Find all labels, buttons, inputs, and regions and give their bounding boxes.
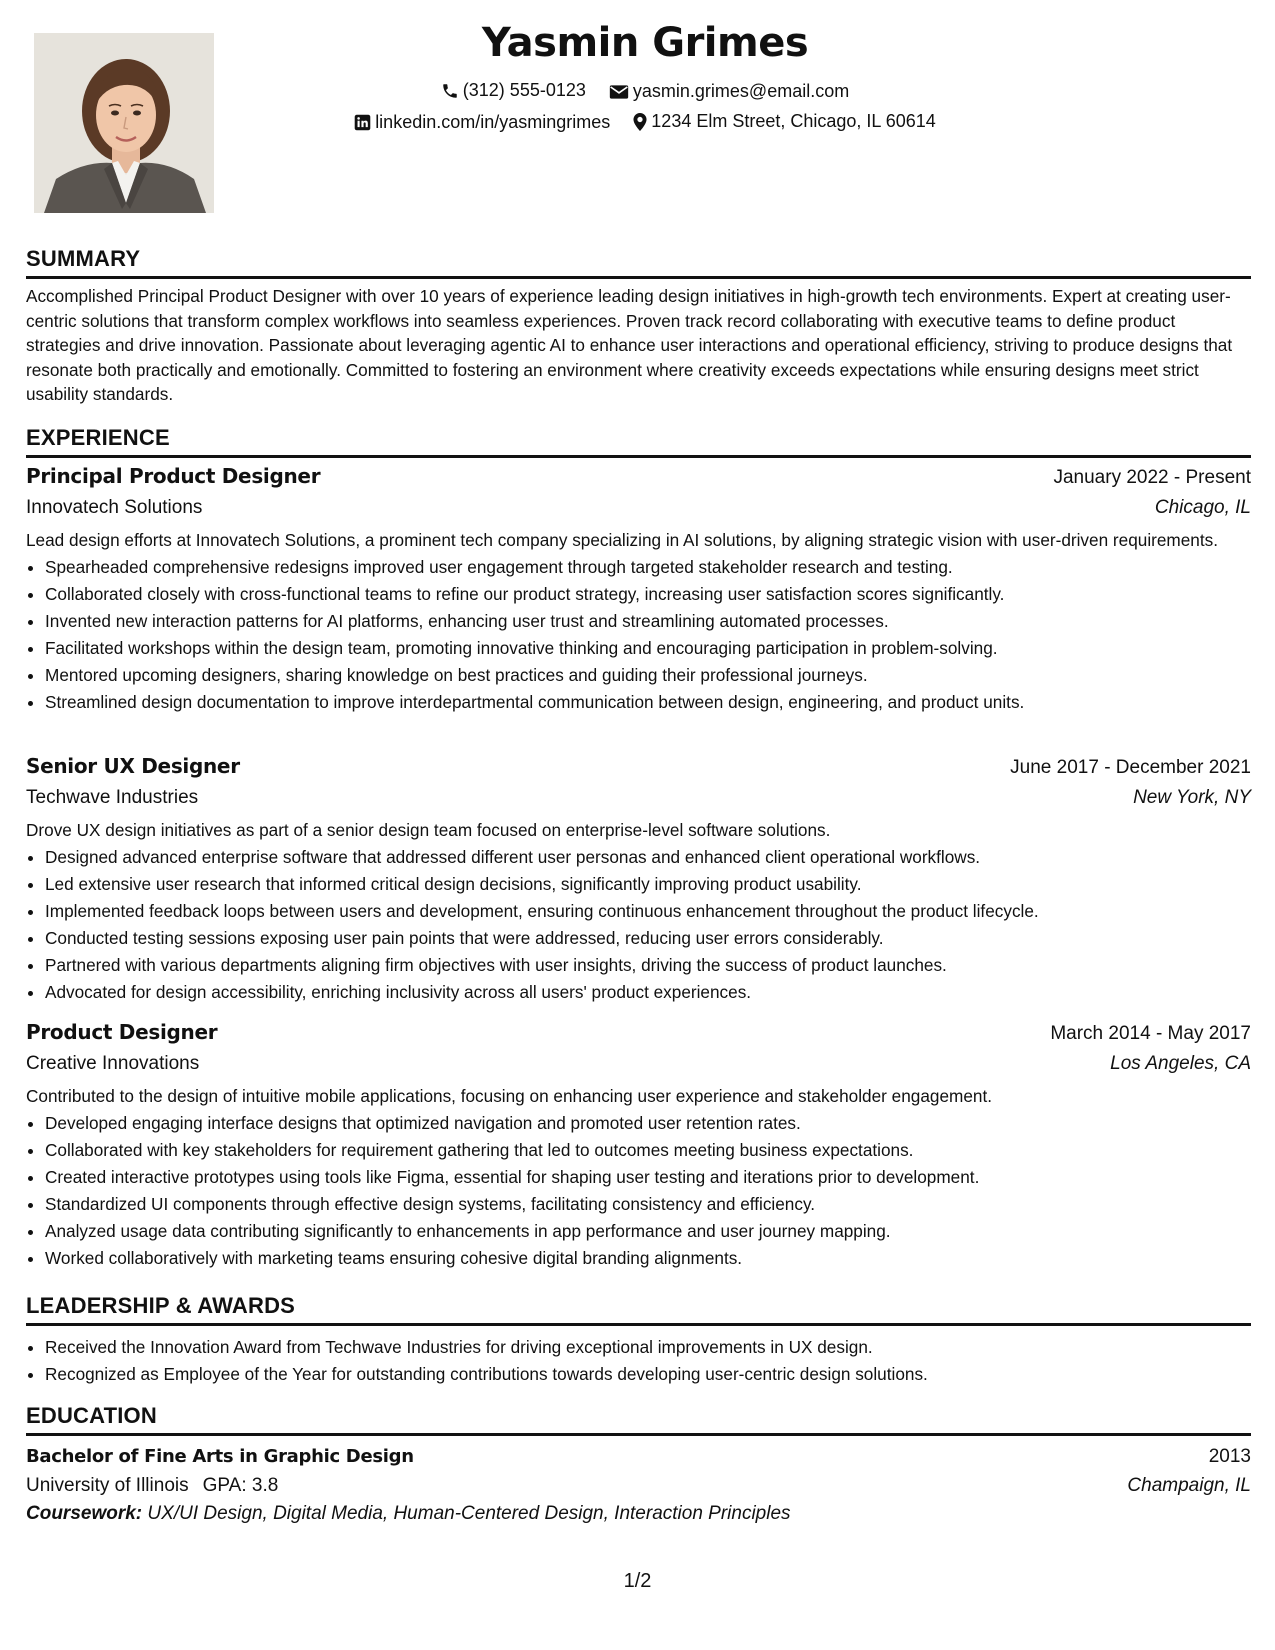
list-item: • Received the Innovation Award from Techwave Industries for driving exceptional improvements in UX design. [45, 1334, 1251, 1361]
address-text: 1234 Elm Street, Chicago, IL 60614 [651, 111, 936, 131]
job-company: Creative Innovations [26, 1053, 200, 1074]
email-contact[interactable] [609, 81, 849, 102]
job-entry-3 [26, 1020, 1251, 1272]
summary-text: Accomplished Principal Product Designer with over 10 years of experience leading design initiatives in high-growth tech environments. Expert at creating user-centric solutions that transform complex workflows into seamless experiences. Proven track record collaborating with executive teams to define product strategies and drive innovation. Passionate about leveraging agentic AI to enhance user interactions and operational efficiency, striving to produce designs that resonate both practically and emotionally. Committed to fostering an environment where creativity exceeds expectations while ensuring designs meet strict usability standards. [26, 286, 1233, 404]
section-title-experience: EXPERIENCE [26, 425, 1251, 458]
map-pin-icon [633, 113, 647, 131]
job-title: Product Designer [26, 1020, 218, 1044]
phone-text: (312) 555-0123 [462, 80, 586, 100]
job-dates: June 2017 - December 2021 [1010, 757, 1251, 778]
candidate-name: Yasmin Grimes [481, 20, 809, 66]
job-entry-1 [26, 464, 1251, 716]
phone-icon [441, 82, 459, 100]
list-item: • Mentored upcoming designers, sharing knowledge on best practices and guiding their professional journeys. [45, 662, 1251, 689]
list-item: • Facilitated workshops within the design team, promoting innovative thinking and encouraging participation in problem-solving. [45, 635, 1251, 662]
list-item: • Collaborated with key stakeholders for requirement gathering that led to outcomes meeting business expectations. [45, 1137, 1251, 1164]
education-school: University of Illinois [26, 1475, 189, 1496]
section-title-leadership: LEADERSHIP & AWARDS [26, 1293, 1251, 1326]
job-company: Innovatech Solutions [26, 497, 203, 518]
experience-section [26, 425, 1251, 458]
list-item: • Created interactive prototypes using tools like Figma, essential for shaping user testing and iterations prior to development. [45, 1164, 1251, 1191]
job-bullet-list [26, 844, 1251, 1006]
education-section [26, 1403, 1251, 1525]
phone-contact[interactable] [441, 80, 586, 101]
coursework-text: UX/UI Design, Digital Media, Human-Centered Design, Interaction Principles [147, 1503, 791, 1524]
job-title: Senior UX Designer [26, 754, 240, 778]
job-entry-2 [26, 754, 1251, 1006]
job-location: Chicago, IL [1154, 497, 1251, 518]
section-title-education: EDUCATION [26, 1403, 1251, 1436]
list-item: • Streamlined design documentation to improve interdepartmental communication between design, engineering, and product units. [45, 689, 1251, 716]
linkedin-icon [354, 114, 371, 131]
summary-section [26, 246, 1251, 407]
email-text: yasmin.grimes@email.com [632, 81, 850, 101]
list-item: • Collaborated closely with cross-functional teams to refine our product strategy, increasing user satisfaction scores significantly. [45, 581, 1251, 608]
list-item: • Invented new interaction patterns for AI platforms, enhancing user trust and streamlining automated processes. [45, 608, 1251, 635]
list-item: • Developed engaging interface designs that optimized navigation and promoted user retention rates. [45, 1110, 1251, 1137]
job-company: Techwave Industries [26, 787, 199, 808]
education-year: 2013 [1208, 1446, 1251, 1467]
job-title: Principal Product Designer [26, 464, 321, 488]
education-gpa: GPA: 3.8 [202, 1475, 279, 1496]
job-bullet-list [26, 554, 1251, 716]
job-location: Los Angeles, CA [1110, 1053, 1251, 1074]
job-description: Drove UX design initiatives as part of a senior design team focused on enterprise-level software solutions. [26, 820, 831, 840]
education-location: Champaign, IL [1127, 1475, 1251, 1496]
list-item: • Advocated for design accessibility, enriching inclusivity across all users' product experiences. [45, 979, 1251, 1006]
list-item: • Recognized as Employee of the Year for outstanding contributions towards developing user-centric design solutions. [45, 1361, 1251, 1388]
list-item: • Led extensive user research that informed critical design decisions, significantly improving product usability. [45, 871, 1251, 898]
job-description: Contributed to the design of intuitive mobile applications, focusing on enhancing user experience and stakeholder engagement. [26, 1086, 992, 1106]
education-degree: Bachelor of Fine Arts in Graphic Design [26, 1446, 414, 1467]
section-title-summary: SUMMARY [26, 246, 1251, 279]
job-description: Lead design efforts at Innovatech Solutions, a prominent tech company specializing in AI solutions, by aligning strategic vision with user-driven requirements. [26, 530, 1219, 550]
list-item: • Standardized UI components through effective design systems, facilitating consistency and efficiency. [45, 1191, 1251, 1218]
list-item: • Partnered with various departments aligning firm objectives with user insights, driving the success of product launches. [45, 952, 1251, 979]
list-item: • Designed advanced enterprise software that addressed different user personas and enhanced client operational workflows. [45, 844, 1251, 871]
list-item: • Analyzed usage data contributing significantly to enhancements in app performance and user journey mapping. [45, 1218, 1251, 1245]
job-dates: March 2014 - May 2017 [1050, 1023, 1251, 1044]
job-bullet-list [26, 1110, 1251, 1272]
envelope-icon [609, 84, 629, 100]
list-item: • Worked collaboratively with marketing teams ensuring cohesive digital branding alignments. [45, 1245, 1251, 1272]
list-item: • Implemented feedback loops between users and development, ensuring continuous enhancement throughout the product lifecycle. [45, 898, 1251, 925]
page-number: 1/2 [623, 1570, 652, 1592]
list-item: • Conducted testing sessions exposing user pain points that were addressed, reducing user errors considerably. [45, 925, 1251, 952]
awards-bullet-list [26, 1334, 1251, 1388]
linkedin-text: linkedin.com/in/yasmingrimes [375, 111, 611, 132]
address-contact [633, 111, 936, 132]
linkedin-contact[interactable] [354, 112, 610, 133]
contact-row-2 [0, 111, 1275, 136]
contact-row-1 [0, 80, 1275, 105]
job-location: New York, NY [1133, 787, 1251, 808]
coursework-line [26, 1503, 1251, 1525]
coursework-label: Coursework: [26, 1503, 143, 1524]
list-item: • Spearheaded comprehensive redesigns improved user engagement through targeted stakeholder research and testing. [45, 554, 1251, 581]
job-dates: January 2022 - Present [1053, 467, 1251, 488]
leadership-section [26, 1293, 1251, 1388]
